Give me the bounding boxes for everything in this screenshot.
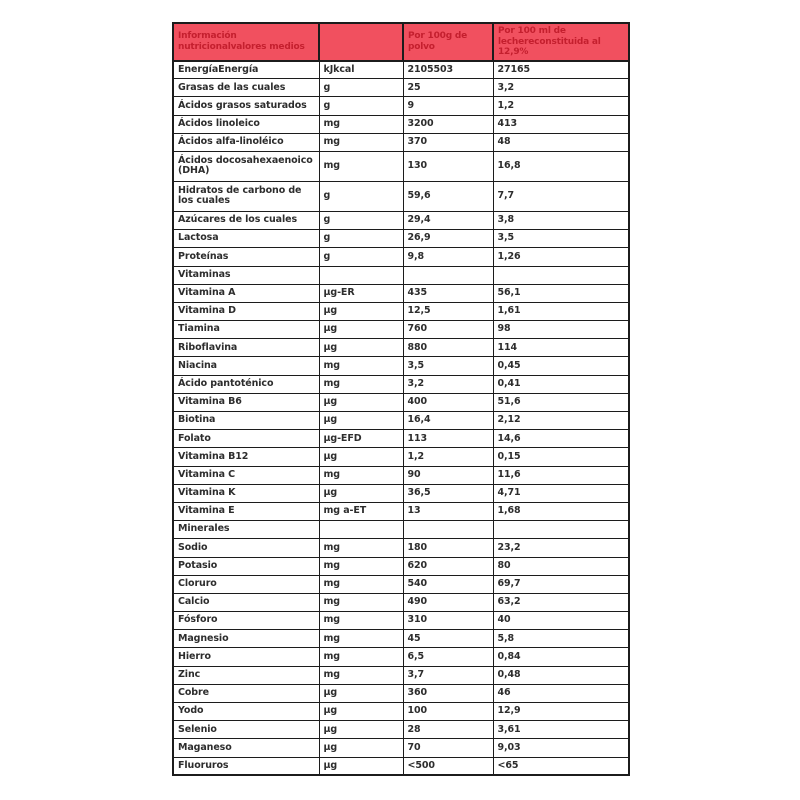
nutrient-name-cell: Vitaminas bbox=[173, 266, 319, 284]
per-100g-cell: 880 bbox=[403, 339, 493, 357]
per-100ml-cell: 1,26 bbox=[493, 248, 629, 266]
table-row bbox=[173, 575, 629, 593]
header-per-100ml: Por 100 ml de lechereconstituida al 12,9% bbox=[493, 23, 629, 61]
table-row bbox=[173, 412, 629, 430]
nutrient-name-cell: Zinc bbox=[173, 666, 319, 684]
table-row bbox=[173, 321, 629, 339]
per-100ml-cell: 5,8 bbox=[493, 630, 629, 648]
nutrient-name-cell: Proteínas bbox=[173, 248, 319, 266]
per-100ml-cell: 2,12 bbox=[493, 412, 629, 430]
unit-cell: µg bbox=[319, 484, 403, 502]
per-100g-cell: 400 bbox=[403, 393, 493, 411]
nutrient-name-cell: Vitamina B6 bbox=[173, 393, 319, 411]
per-100g-cell: 70 bbox=[403, 739, 493, 757]
section-row bbox=[173, 521, 629, 539]
nutrient-name-cell: Ácido pantoténico bbox=[173, 375, 319, 393]
unit-cell: µg bbox=[319, 339, 403, 357]
unit-cell: µg-ER bbox=[319, 284, 403, 302]
per-100ml-cell: 3,5 bbox=[493, 230, 629, 248]
per-100ml-cell: 63,2 bbox=[493, 593, 629, 611]
unit-cell: µg bbox=[319, 757, 403, 775]
per-100g-cell: 26,9 bbox=[403, 230, 493, 248]
per-100ml-cell: 27165 bbox=[493, 61, 629, 79]
nutrient-name-cell: Minerales bbox=[173, 521, 319, 539]
table-row bbox=[173, 502, 629, 520]
unit-cell: µg bbox=[319, 703, 403, 721]
nutrient-name-cell: Vitamina C bbox=[173, 466, 319, 484]
nutrient-name-cell: EnergíaEnergía bbox=[173, 61, 319, 79]
table-row bbox=[173, 557, 629, 575]
nutrient-name-cell: Hidratos de carbono de los cuales bbox=[173, 181, 319, 211]
unit-cell: µg-EFD bbox=[319, 430, 403, 448]
per-100ml-cell: 413 bbox=[493, 115, 629, 133]
unit-cell: g bbox=[319, 97, 403, 115]
header-row bbox=[173, 23, 629, 61]
table-row bbox=[173, 448, 629, 466]
nutrient-name-cell: Hierro bbox=[173, 648, 319, 666]
nutrient-name-cell: Vitamina E bbox=[173, 502, 319, 520]
table-row bbox=[173, 230, 629, 248]
unit-cell: g bbox=[319, 79, 403, 97]
table-row bbox=[173, 133, 629, 151]
per-100ml-cell bbox=[493, 521, 629, 539]
unit-cell: mg bbox=[319, 539, 403, 557]
table-row bbox=[173, 484, 629, 502]
per-100ml-cell: 46 bbox=[493, 684, 629, 702]
per-100ml-cell: 80 bbox=[493, 557, 629, 575]
per-100g-cell: 310 bbox=[403, 612, 493, 630]
per-100ml-cell: 0,45 bbox=[493, 357, 629, 375]
nutrient-name-cell: Sodio bbox=[173, 539, 319, 557]
nutrient-name-cell: Maganeso bbox=[173, 739, 319, 757]
unit-cell: mg bbox=[319, 612, 403, 630]
nutrient-name-cell: Tiamina bbox=[173, 321, 319, 339]
nutrient-name-cell: Riboflavina bbox=[173, 339, 319, 357]
header-per-100g: Por 100g de polvo bbox=[403, 23, 493, 61]
per-100ml-cell: 1,2 bbox=[493, 97, 629, 115]
section-row bbox=[173, 266, 629, 284]
per-100ml-cell: 7,7 bbox=[493, 181, 629, 211]
per-100ml-cell: 1,68 bbox=[493, 502, 629, 520]
per-100g-cell: 9,8 bbox=[403, 248, 493, 266]
unit-cell: kJkcal bbox=[319, 61, 403, 79]
per-100g-cell: 25 bbox=[403, 79, 493, 97]
nutrient-name-cell: Cloruro bbox=[173, 575, 319, 593]
unit-cell: g bbox=[319, 230, 403, 248]
per-100g-cell: 760 bbox=[403, 321, 493, 339]
table-row bbox=[173, 539, 629, 557]
per-100ml-cell: 11,6 bbox=[493, 466, 629, 484]
nutrient-name-cell: Ácidos linoleico bbox=[173, 115, 319, 133]
per-100ml-cell: <65 bbox=[493, 757, 629, 775]
nutrient-name-cell: Fósforo bbox=[173, 612, 319, 630]
table-row bbox=[173, 757, 629, 775]
table-row bbox=[173, 375, 629, 393]
unit-cell: µg bbox=[319, 302, 403, 320]
table-row bbox=[173, 248, 629, 266]
per-100g-cell: 540 bbox=[403, 575, 493, 593]
per-100g-cell: 3,5 bbox=[403, 357, 493, 375]
table-row bbox=[173, 630, 629, 648]
per-100ml-cell: 3,2 bbox=[493, 79, 629, 97]
nutrient-name-cell: Vitamina D bbox=[173, 302, 319, 320]
per-100g-cell: 45 bbox=[403, 630, 493, 648]
nutrient-name-cell: Yodo bbox=[173, 703, 319, 721]
per-100g-cell: 29,4 bbox=[403, 211, 493, 229]
per-100g-cell: 370 bbox=[403, 133, 493, 151]
per-100ml-cell: 23,2 bbox=[493, 539, 629, 557]
nutrient-name-cell: Calcio bbox=[173, 593, 319, 611]
per-100ml-cell: 4,71 bbox=[493, 484, 629, 502]
per-100g-cell: 360 bbox=[403, 684, 493, 702]
per-100g-cell: 6,5 bbox=[403, 648, 493, 666]
per-100ml-cell: 1,61 bbox=[493, 302, 629, 320]
table-row bbox=[173, 97, 629, 115]
per-100ml-cell: 14,6 bbox=[493, 430, 629, 448]
unit-cell: mg bbox=[319, 115, 403, 133]
unit-cell: mg bbox=[319, 666, 403, 684]
nutrient-name-cell: Ácidos docosahexaenoico (DHA) bbox=[173, 151, 319, 181]
unit-cell: mg bbox=[319, 630, 403, 648]
table-row bbox=[173, 115, 629, 133]
per-100g-cell: 2105503 bbox=[403, 61, 493, 79]
per-100ml-cell: 0,48 bbox=[493, 666, 629, 684]
per-100ml-cell bbox=[493, 266, 629, 284]
per-100ml-cell: 51,6 bbox=[493, 393, 629, 411]
per-100ml-cell: 0,15 bbox=[493, 448, 629, 466]
per-100g-cell: 100 bbox=[403, 703, 493, 721]
table-row bbox=[173, 181, 629, 211]
header-empty bbox=[319, 23, 403, 61]
per-100g-cell bbox=[403, 266, 493, 284]
per-100ml-cell: 69,7 bbox=[493, 575, 629, 593]
per-100ml-cell: 0,41 bbox=[493, 375, 629, 393]
nutrient-name-cell: Selenio bbox=[173, 721, 319, 739]
unit-cell: mg bbox=[319, 575, 403, 593]
per-100ml-cell: 48 bbox=[493, 133, 629, 151]
unit-cell: mg bbox=[319, 557, 403, 575]
per-100g-cell: 12,5 bbox=[403, 302, 493, 320]
unit-cell: mg bbox=[319, 593, 403, 611]
per-100g-cell: 3,7 bbox=[403, 666, 493, 684]
table-row bbox=[173, 211, 629, 229]
table-row bbox=[173, 357, 629, 375]
nutrition-table bbox=[172, 22, 630, 776]
table-row bbox=[173, 739, 629, 757]
nutrient-name-cell: Niacina bbox=[173, 357, 319, 375]
unit-cell: mg bbox=[319, 466, 403, 484]
per-100g-cell: 620 bbox=[403, 557, 493, 575]
nutrient-name-cell: Biotina bbox=[173, 412, 319, 430]
unit-cell: g bbox=[319, 248, 403, 266]
unit-cell: µg bbox=[319, 321, 403, 339]
nutrient-name-cell: Fluoruros bbox=[173, 757, 319, 775]
table-row bbox=[173, 684, 629, 702]
unit-cell: mg a-ET bbox=[319, 502, 403, 520]
nutrient-name-cell: Potasio bbox=[173, 557, 319, 575]
unit-cell: g bbox=[319, 181, 403, 211]
nutrient-name-cell: Ácidos alfa-linoléico bbox=[173, 133, 319, 151]
nutrient-name-cell: Magnesio bbox=[173, 630, 319, 648]
unit-cell: mg bbox=[319, 357, 403, 375]
unit-cell: mg bbox=[319, 648, 403, 666]
per-100ml-cell: 40 bbox=[493, 612, 629, 630]
table-row bbox=[173, 666, 629, 684]
per-100ml-cell: 3,8 bbox=[493, 211, 629, 229]
per-100g-cell: 36,5 bbox=[403, 484, 493, 502]
table-row bbox=[173, 61, 629, 79]
unit-cell: mg bbox=[319, 375, 403, 393]
per-100ml-cell: 98 bbox=[493, 321, 629, 339]
per-100g-cell: 59,6 bbox=[403, 181, 493, 211]
table-row bbox=[173, 593, 629, 611]
unit-cell: mg bbox=[319, 151, 403, 181]
per-100g-cell: 13 bbox=[403, 502, 493, 520]
nutrient-name-cell: Vitamina K bbox=[173, 484, 319, 502]
unit-cell bbox=[319, 521, 403, 539]
table-row bbox=[173, 79, 629, 97]
nutrient-name-cell: Cobre bbox=[173, 684, 319, 702]
nutrient-name-cell: Vitamina A bbox=[173, 284, 319, 302]
per-100ml-cell: 12,9 bbox=[493, 703, 629, 721]
table-row bbox=[173, 721, 629, 739]
per-100g-cell bbox=[403, 521, 493, 539]
per-100ml-cell: 9,03 bbox=[493, 739, 629, 757]
table-row bbox=[173, 648, 629, 666]
per-100ml-cell: 0,84 bbox=[493, 648, 629, 666]
unit-cell: g bbox=[319, 211, 403, 229]
table-row bbox=[173, 703, 629, 721]
table-row bbox=[173, 339, 629, 357]
per-100g-cell: 490 bbox=[403, 593, 493, 611]
nutrient-name-cell: Lactosa bbox=[173, 230, 319, 248]
unit-cell: µg bbox=[319, 739, 403, 757]
unit-cell: µg bbox=[319, 684, 403, 702]
nutrient-name-cell: Vitamina B12 bbox=[173, 448, 319, 466]
table-row bbox=[173, 466, 629, 484]
table-row bbox=[173, 430, 629, 448]
per-100g-cell: 90 bbox=[403, 466, 493, 484]
unit-cell: mg bbox=[319, 133, 403, 151]
per-100g-cell: 16,4 bbox=[403, 412, 493, 430]
table-body bbox=[173, 61, 629, 776]
per-100ml-cell: 16,8 bbox=[493, 151, 629, 181]
table-row bbox=[173, 151, 629, 181]
per-100g-cell: 3,2 bbox=[403, 375, 493, 393]
per-100g-cell: 28 bbox=[403, 721, 493, 739]
per-100g-cell: 113 bbox=[403, 430, 493, 448]
unit-cell: µg bbox=[319, 393, 403, 411]
per-100g-cell: 3200 bbox=[403, 115, 493, 133]
unit-cell: µg bbox=[319, 448, 403, 466]
table-row bbox=[173, 612, 629, 630]
per-100g-cell: 1,2 bbox=[403, 448, 493, 466]
table-header bbox=[173, 23, 629, 61]
nutrient-name-cell: Azúcares de los cuales bbox=[173, 211, 319, 229]
table-row bbox=[173, 393, 629, 411]
nutrient-name-cell: Folato bbox=[173, 430, 319, 448]
per-100g-cell: <500 bbox=[403, 757, 493, 775]
per-100g-cell: 435 bbox=[403, 284, 493, 302]
table-row bbox=[173, 302, 629, 320]
unit-cell: µg bbox=[319, 721, 403, 739]
per-100ml-cell: 114 bbox=[493, 339, 629, 357]
table-row bbox=[173, 284, 629, 302]
per-100g-cell: 9 bbox=[403, 97, 493, 115]
unit-cell bbox=[319, 266, 403, 284]
nutrient-name-cell: Grasas de las cuales bbox=[173, 79, 319, 97]
header-nutrition-info: Información nutricionalvalores medios bbox=[173, 23, 319, 61]
unit-cell: µg bbox=[319, 412, 403, 430]
nutrient-name-cell: Ácidos grasos saturados bbox=[173, 97, 319, 115]
per-100g-cell: 180 bbox=[403, 539, 493, 557]
per-100ml-cell: 56,1 bbox=[493, 284, 629, 302]
per-100ml-cell: 3,61 bbox=[493, 721, 629, 739]
per-100g-cell: 130 bbox=[403, 151, 493, 181]
